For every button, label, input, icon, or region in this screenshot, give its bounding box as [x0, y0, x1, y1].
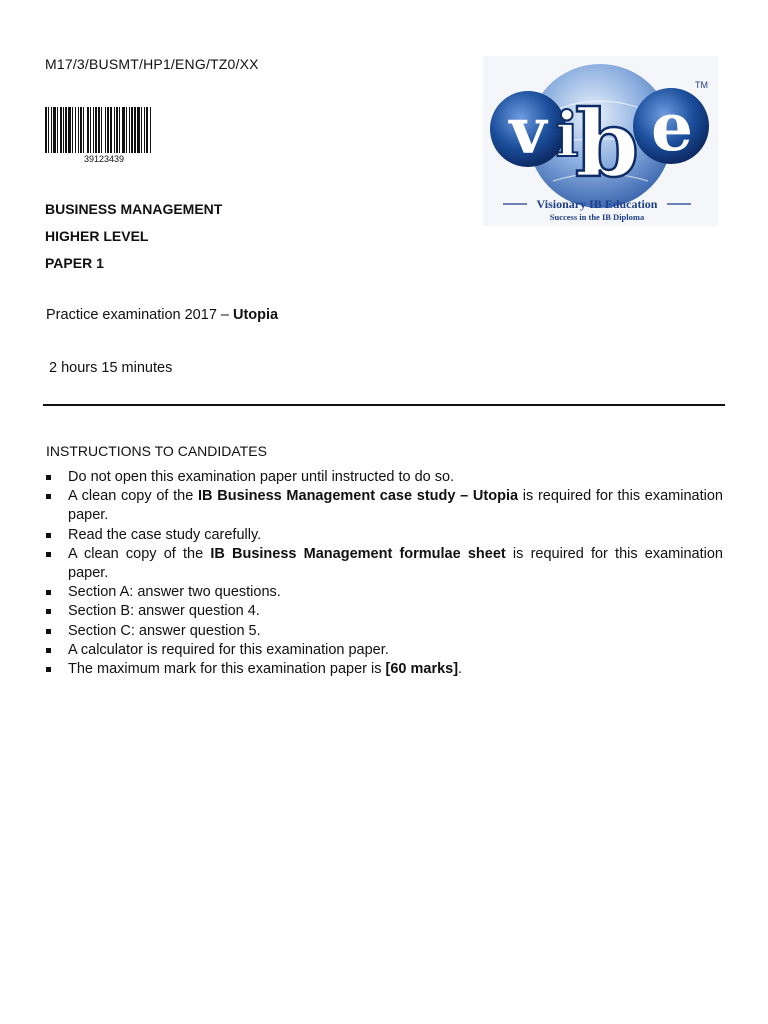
bullet-icon [46, 629, 51, 634]
subject-title: BUSINESS MANAGEMENT [45, 201, 223, 217]
paper-title: PAPER 1 [45, 255, 104, 271]
instruction-text: Section A: answer two questions. [68, 584, 281, 601]
logo-name: Visionary IB Education [536, 197, 658, 211]
instruction-text: is required for this examination paper. [68, 545, 723, 582]
logo-letter-b: b [574, 90, 640, 198]
instruction-item [46, 487, 723, 525]
instruction-bold: IB Business Management case study – Utopia [198, 488, 519, 505]
instruction-text: The maximum mark for this examination paper is [68, 661, 386, 678]
barcode-number: 39123439 [84, 154, 125, 164]
instruction-text: . [458, 661, 463, 678]
instruction-bold: IB Business Management formulae sheet [210, 545, 506, 562]
practice-exam-text: Practice examination 2017 – [46, 307, 233, 323]
instructions-heading: INSTRUCTIONS TO CANDIDATES [46, 443, 267, 459]
instruction-text: A clean copy of the [68, 545, 211, 562]
logo-trademark: TM [695, 80, 708, 90]
bullet-icon [46, 590, 51, 595]
practice-exam-line [46, 307, 278, 323]
bullet-icon [46, 667, 51, 672]
instruction-text: Read the case study carefully. [68, 526, 262, 543]
bullet-icon [46, 609, 51, 614]
instruction-item [46, 468, 723, 487]
bullet-icon [46, 552, 51, 557]
practice-exam-case: Utopia [233, 307, 279, 323]
instruction-text: Section B: answer question 4. [68, 603, 260, 620]
instruction-text: A clean copy of the [68, 488, 199, 505]
instruction-item [46, 602, 723, 621]
instruction-text: Do not open this examination paper until instructed to do so. [68, 469, 455, 485]
logo-letter-i: i [555, 98, 579, 171]
logo-letter-v: v [509, 94, 547, 169]
bullet-icon [46, 494, 51, 499]
instruction-item [46, 583, 723, 602]
instruction-item [46, 660, 723, 679]
bullet-icon [46, 648, 51, 653]
barcode [45, 107, 169, 153]
vibe-logo [483, 56, 718, 226]
instruction-item [46, 641, 723, 660]
divider-line [43, 404, 725, 406]
bullet-icon [46, 475, 51, 480]
logo-tagline: Success in the IB Diploma [549, 212, 645, 222]
exam-duration: 2 hours 15 minutes [49, 360, 173, 376]
instruction-item [46, 545, 723, 583]
paper-code: M17/3/BUSMT/HP1/ENG/TZ0/XX [45, 56, 259, 72]
instruction-text: is required for this examination paper. [68, 488, 723, 524]
logo-letter-e: e [651, 88, 693, 166]
bullet-icon [46, 533, 51, 538]
level-title: HIGHER LEVEL [45, 228, 149, 244]
instruction-item [46, 622, 723, 641]
instruction-text: Section C: answer question 5. [68, 622, 261, 639]
instruction-item [46, 526, 723, 545]
instruction-bold: [60 marks] [385, 661, 459, 678]
instructions-list [46, 468, 723, 679]
instruction-text: A calculator is required for this examination paper. [68, 641, 389, 658]
